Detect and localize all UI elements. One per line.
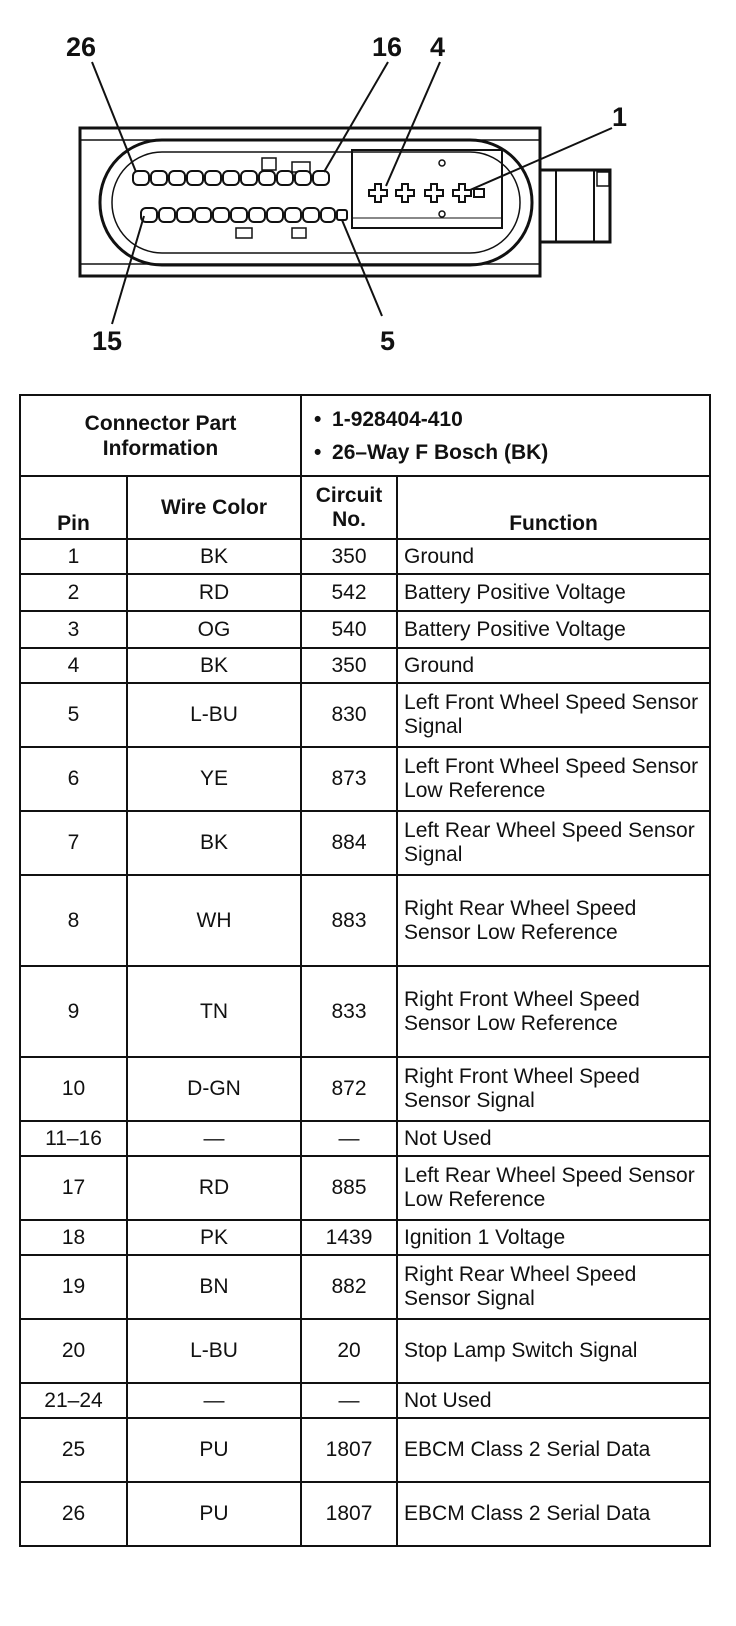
table-row: [20, 875, 710, 966]
pin-cell: 1: [20, 539, 127, 574]
wire-color-cell: RD: [127, 574, 301, 611]
bullet-icon: •: [314, 440, 322, 464]
wire-color-cell: BK: [127, 648, 301, 683]
circuit-cell: 830: [301, 683, 397, 747]
function-cell: Ignition 1 Voltage: [397, 1220, 710, 1255]
pin-cell: 10: [20, 1057, 127, 1121]
circuit-cell: 540: [301, 611, 397, 648]
table-row: [20, 648, 710, 683]
pin-cell: 21–24: [20, 1383, 127, 1418]
pin-cell: 20: [20, 1319, 127, 1383]
wire-color-cell: BK: [127, 539, 301, 574]
circuit-cell: —: [301, 1383, 397, 1418]
pin-cell: 4: [20, 648, 127, 683]
header-function: Function: [397, 476, 710, 539]
pin-cell: 3: [20, 611, 127, 648]
wire-color-cell: PU: [127, 1482, 301, 1546]
connector-info-label: Connector Part Information: [20, 395, 301, 476]
circuit-cell: 833: [301, 966, 397, 1057]
table-row: [20, 811, 710, 875]
function-cell: Left Front Wheel Speed Sensor Signal: [397, 683, 710, 747]
callout-5: 5: [380, 326, 396, 356]
circuit-cell: 350: [301, 648, 397, 683]
function-cell: Right Rear Wheel Speed Sensor Low Reference: [397, 875, 710, 966]
pin-cell: 7: [20, 811, 127, 875]
table-row: [20, 747, 710, 811]
table-row: [20, 1482, 710, 1546]
circuit-cell: 882: [301, 1255, 397, 1319]
header-pin: Pin: [20, 476, 127, 539]
connector-latch: [540, 170, 610, 242]
connector-diagram: [0, 0, 736, 380]
function-cell: Stop Lamp Switch Signal: [397, 1319, 710, 1383]
circuit-cell: 872: [301, 1057, 397, 1121]
callout-16: 16: [372, 32, 403, 62]
circuit-cell: 884: [301, 811, 397, 875]
table-row: [20, 1383, 710, 1418]
function-cell: EBCM Class 2 Serial Data: [397, 1482, 710, 1546]
table-row: [20, 683, 710, 747]
circuit-cell: 350: [301, 539, 397, 574]
circuit-cell: —: [301, 1121, 397, 1156]
wire-color-cell: RD: [127, 1156, 301, 1220]
circuit-cell: 1439: [301, 1220, 397, 1255]
connector-info-details: [301, 395, 710, 476]
circuit-cell: 1807: [301, 1482, 397, 1546]
connector-description: 26–Way F Bosch (BK): [332, 440, 549, 464]
pin-cell: 5: [20, 683, 127, 747]
pin-cell: 8: [20, 875, 127, 966]
connector-drawing: [0, 0, 736, 380]
table-row: [20, 1255, 710, 1319]
circuit-cell: 542: [301, 574, 397, 611]
pin-cell: 11–16: [20, 1121, 127, 1156]
wire-color-cell: PU: [127, 1418, 301, 1482]
pin-cell: 26: [20, 1482, 127, 1546]
circuit-cell: 883: [301, 875, 397, 966]
function-cell: Left Rear Wheel Speed Sensor Low Reference: [397, 1156, 710, 1220]
table-row: [20, 1319, 710, 1383]
function-cell: Not Used: [397, 1121, 710, 1156]
pin-cell: 19: [20, 1255, 127, 1319]
callout-26: 26: [66, 32, 97, 62]
callout-15: 15: [92, 326, 123, 356]
table-row: [20, 1121, 710, 1156]
table-row: [20, 539, 710, 574]
table-row: [20, 1156, 710, 1220]
circuit-cell: 1807: [301, 1418, 397, 1482]
callout-1: 1: [612, 102, 628, 132]
top-row-pins: [133, 171, 329, 185]
function-cell: Left Front Wheel Speed Sensor Low Reference: [397, 747, 710, 811]
bullet-icon: •: [314, 407, 322, 431]
wire-color-cell: PK: [127, 1220, 301, 1255]
connector-face: [100, 140, 532, 265]
pin-cell: 2: [20, 574, 127, 611]
table-row: [20, 1418, 710, 1482]
power-pins: [369, 184, 484, 202]
table-row: [20, 611, 710, 648]
function-cell: Ground: [397, 539, 710, 574]
wire-color-cell: L-BU: [127, 683, 301, 747]
header-wire-color: Wire Color: [127, 476, 301, 539]
table-row: [20, 574, 710, 611]
pinout-table: [19, 394, 711, 1547]
connector-part-number: 1-928404-410: [332, 407, 463, 431]
circuit-cell: 873: [301, 747, 397, 811]
function-cell: Not Used: [397, 1383, 710, 1418]
function-cell: Right Rear Wheel Speed Sensor Signal: [397, 1255, 710, 1319]
wire-color-cell: D-GN: [127, 1057, 301, 1121]
callout-4: 4: [430, 32, 446, 62]
function-cell: Left Rear Wheel Speed Sensor Signal: [397, 811, 710, 875]
wire-color-cell: TN: [127, 966, 301, 1057]
table-row: [20, 1220, 710, 1255]
pin-cell: 6: [20, 747, 127, 811]
header-row: [20, 476, 710, 539]
table-row: [20, 1057, 710, 1121]
pin-cell: 25: [20, 1418, 127, 1482]
wire-color-cell: L-BU: [127, 1319, 301, 1383]
function-cell: Battery Positive Voltage: [397, 611, 710, 648]
function-cell: Battery Positive Voltage: [397, 574, 710, 611]
wire-color-cell: BN: [127, 1255, 301, 1319]
function-cell: EBCM Class 2 Serial Data: [397, 1418, 710, 1482]
connector-info-row: [20, 395, 710, 476]
header-circuit-no: Circuit No.: [301, 476, 397, 539]
wire-color-cell: BK: [127, 811, 301, 875]
wire-color-cell: YE: [127, 747, 301, 811]
function-cell: Right Front Wheel Speed Sensor Signal: [397, 1057, 710, 1121]
pin-cell: 18: [20, 1220, 127, 1255]
circuit-cell: 885: [301, 1156, 397, 1220]
circuit-cell: 20: [301, 1319, 397, 1383]
wire-color-cell: WH: [127, 875, 301, 966]
pin-cell: 17: [20, 1156, 127, 1220]
wire-color-cell: —: [127, 1383, 301, 1418]
wire-color-cell: OG: [127, 611, 301, 648]
bottom-row-pins: [141, 208, 347, 222]
function-cell: Ground: [397, 648, 710, 683]
pin-cell: 9: [20, 966, 127, 1057]
wire-color-cell: —: [127, 1121, 301, 1156]
table-row: [20, 966, 710, 1057]
function-cell: Right Front Wheel Speed Sensor Low Reference: [397, 966, 710, 1057]
